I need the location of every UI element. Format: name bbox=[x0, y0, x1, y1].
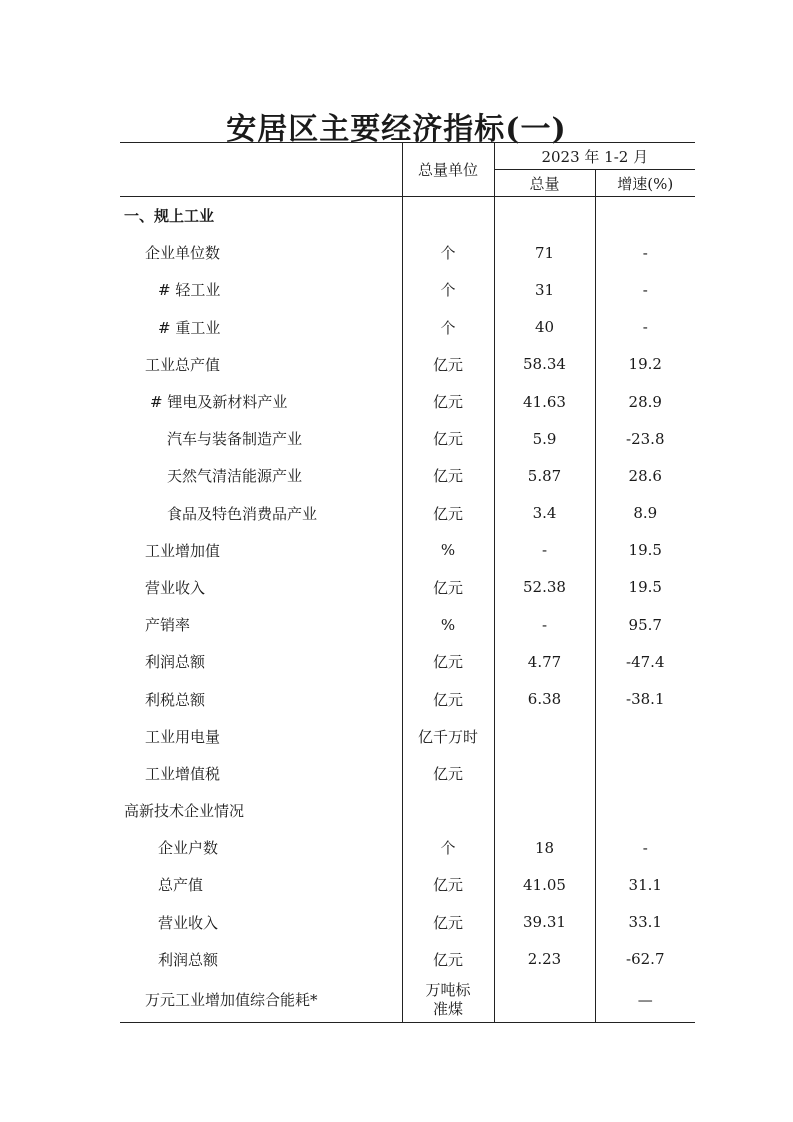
row-label: 利润总额 bbox=[158, 950, 219, 969]
table-row bbox=[120, 978, 695, 1023]
row-total: 41.63 bbox=[494, 383, 595, 420]
row-total: 71 bbox=[494, 234, 595, 271]
row-total: 58.34 bbox=[494, 346, 595, 383]
row-total: 18 bbox=[494, 829, 595, 866]
header-total: 总量 bbox=[494, 170, 595, 197]
row-total: - bbox=[494, 606, 595, 643]
row-unit: % bbox=[402, 606, 494, 643]
row-label: 营业收入 bbox=[158, 913, 219, 932]
row-label: 利润总额 bbox=[145, 653, 206, 672]
row-growth: 19.2 bbox=[595, 346, 695, 383]
row-unit: 个 bbox=[402, 829, 494, 866]
row-total: 31 bbox=[494, 271, 595, 308]
table-row bbox=[120, 606, 695, 643]
table-row bbox=[120, 346, 695, 383]
row-unit: 亿元 bbox=[402, 420, 494, 457]
header-period: 2023 年 1-2 月 bbox=[494, 143, 695, 170]
row-label: 工业总产值 bbox=[145, 355, 221, 374]
table-row bbox=[120, 643, 695, 680]
table-row bbox=[120, 271, 695, 308]
row-unit bbox=[402, 197, 494, 235]
row-unit: 亿元 bbox=[402, 569, 494, 606]
row-unit: 亿元 bbox=[402, 941, 494, 978]
indicator-table bbox=[120, 142, 695, 1023]
row-label: 营业收入 bbox=[145, 578, 206, 597]
row-label: 企业户数 bbox=[158, 839, 219, 858]
table-row bbox=[120, 569, 695, 606]
row-unit: % bbox=[402, 532, 494, 569]
row-total: 41.05 bbox=[494, 866, 595, 903]
row-growth: -62.7 bbox=[595, 941, 695, 978]
row-unit bbox=[402, 792, 494, 829]
row-label: # 锂电及新材料产业 bbox=[150, 393, 288, 412]
row-growth: 8.9 bbox=[595, 495, 695, 532]
row-unit: 个 bbox=[402, 309, 494, 346]
row-label: 总产值 bbox=[158, 876, 204, 895]
table-row bbox=[120, 234, 695, 271]
row-total: - bbox=[494, 532, 595, 569]
row-growth: 31.1 bbox=[595, 866, 695, 903]
row-unit: 个 bbox=[402, 271, 494, 308]
row-label: 汽车与装备制造产业 bbox=[167, 430, 303, 449]
row-unit: 万吨标准煤 bbox=[402, 978, 494, 1023]
row-unit: 亿元 bbox=[402, 643, 494, 680]
row-unit: 亿元 bbox=[402, 755, 494, 792]
row-unit: 亿元 bbox=[402, 383, 494, 420]
row-label: # 轻工业 bbox=[158, 281, 221, 300]
row-label: 天然气清洁能源产业 bbox=[167, 467, 303, 486]
row-total bbox=[494, 197, 595, 235]
row-growth bbox=[595, 792, 695, 829]
row-label: 一、规上工业 bbox=[124, 207, 215, 226]
row-growth: - bbox=[595, 829, 695, 866]
table-row bbox=[120, 197, 695, 235]
row-label: # 重工业 bbox=[158, 318, 221, 337]
table-row bbox=[120, 383, 695, 420]
row-growth: -38.1 bbox=[595, 680, 695, 717]
row-total: 5.9 bbox=[494, 420, 595, 457]
table-row bbox=[120, 829, 695, 866]
row-growth: 28.6 bbox=[595, 457, 695, 494]
table-row bbox=[120, 941, 695, 978]
row-label: 食品及特色消费品产业 bbox=[167, 504, 318, 523]
row-unit: 亿元 bbox=[402, 866, 494, 903]
table-row bbox=[120, 532, 695, 569]
row-unit: 亿元 bbox=[402, 680, 494, 717]
row-growth: — bbox=[595, 978, 695, 1023]
row-growth: 95.7 bbox=[595, 606, 695, 643]
row-growth bbox=[595, 197, 695, 235]
row-unit: 亿元 bbox=[402, 457, 494, 494]
row-growth bbox=[595, 755, 695, 792]
row-unit: 亿元 bbox=[402, 346, 494, 383]
row-total: 3.4 bbox=[494, 495, 595, 532]
row-growth: -47.4 bbox=[595, 643, 695, 680]
table-row bbox=[120, 792, 695, 829]
row-total: 6.38 bbox=[494, 680, 595, 717]
table-row bbox=[120, 866, 695, 903]
table-row bbox=[120, 718, 695, 755]
row-label: 工业增值税 bbox=[145, 764, 221, 783]
table-row bbox=[120, 420, 695, 457]
table-row bbox=[120, 495, 695, 532]
row-label: 工业增加值 bbox=[145, 541, 221, 560]
row-label: 高新技术企业情况 bbox=[124, 802, 245, 821]
row-label: 工业用电量 bbox=[145, 727, 221, 746]
row-unit: 亿元 bbox=[402, 904, 494, 941]
row-growth: -23.8 bbox=[595, 420, 695, 457]
table-row bbox=[120, 680, 695, 717]
row-growth: 28.9 bbox=[595, 383, 695, 420]
row-total: 39.31 bbox=[494, 904, 595, 941]
table-row bbox=[120, 457, 695, 494]
row-total: 5.87 bbox=[494, 457, 595, 494]
row-total bbox=[494, 792, 595, 829]
table-row bbox=[120, 904, 695, 941]
row-growth: - bbox=[595, 309, 695, 346]
header-indicator-blank bbox=[120, 143, 402, 197]
row-growth: 19.5 bbox=[595, 532, 695, 569]
row-growth: 33.1 bbox=[595, 904, 695, 941]
row-total bbox=[494, 718, 595, 755]
row-label: 利税总额 bbox=[145, 690, 206, 709]
row-label: 产销率 bbox=[145, 616, 191, 635]
row-total: 2.23 bbox=[494, 941, 595, 978]
row-growth: - bbox=[595, 271, 695, 308]
row-growth: - bbox=[595, 234, 695, 271]
row-label: 企业单位数 bbox=[145, 244, 221, 263]
page-title: 安居区主要经济指标(一) bbox=[226, 112, 567, 147]
row-unit: 亿千万时 bbox=[402, 718, 494, 755]
table-row bbox=[120, 309, 695, 346]
header-unit: 总量单位 bbox=[402, 143, 494, 197]
row-total: 52.38 bbox=[494, 569, 595, 606]
row-total: 40 bbox=[494, 309, 595, 346]
row-growth: 19.5 bbox=[595, 569, 695, 606]
row-label: 万元工业增加值综合能耗* bbox=[120, 978, 402, 1023]
row-growth bbox=[595, 718, 695, 755]
row-unit: 个 bbox=[402, 234, 494, 271]
row-total bbox=[494, 755, 595, 792]
header-growth: 增速(%) bbox=[595, 170, 695, 197]
row-unit: 亿元 bbox=[402, 495, 494, 532]
row-total: 4.77 bbox=[494, 643, 595, 680]
table-row bbox=[120, 755, 695, 792]
row-total bbox=[494, 978, 595, 1023]
